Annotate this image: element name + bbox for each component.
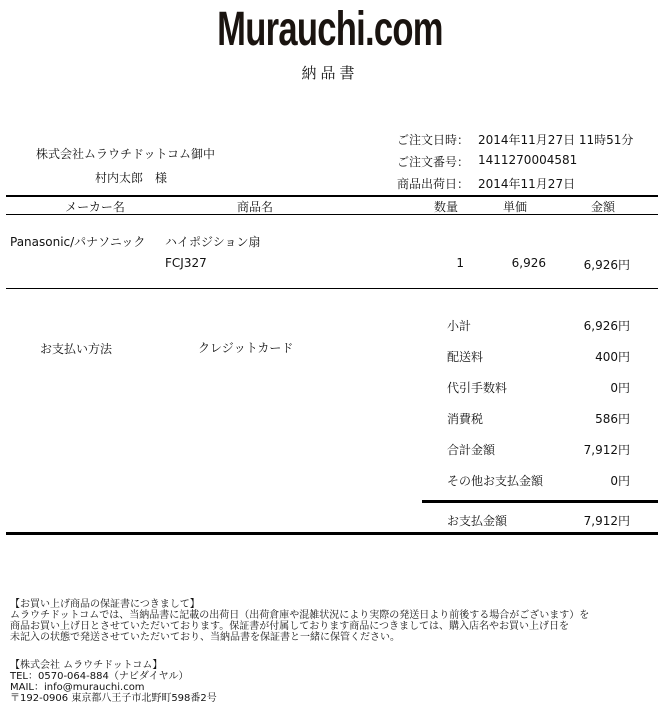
total-due-value: 7,912円 [583,514,630,528]
table-header-rule [6,214,658,215]
warranty-notice [10,599,589,643]
warranty-title: 【お買い上げ商品の保証書につきまして】 [10,599,200,610]
header-amount: 金額 [590,200,615,214]
warranty-line: 未記入の状態で発送させていただいており、当納品書を保証書と一緒に保管ください。 [10,632,400,643]
company-title: 【株式会社 ムラウチドットコム】 [10,660,163,671]
warranty-line: ムラウチドットコムでは、当納品書に記載の出荷日（出荷倉庫や混雑状況により実際の発送日より前後する場合がございます）を [10,610,590,621]
summary-total-value: 7,912円 [583,443,630,457]
summary-shipping-label: 配送料 [447,350,484,364]
row-product-name: ハイポジション扇 [165,235,261,249]
order-number-value: 1411270004581 [478,153,578,167]
company-address: 〒192-0906 東京都八王子市北野町598番2号 [10,693,217,704]
header-product: 商品名 [236,200,273,214]
ship-date-value: 2014年11月27日 [478,177,576,191]
company-logo: Murauchi.com [217,3,443,56]
header-qty: 数量 [433,200,458,214]
company-contact [10,660,217,704]
summary-subtotal-label: 小計 [447,319,472,333]
summary-tax-label: 消費税 [447,412,484,426]
summary-subtotal-value: 6,926円 [583,319,630,333]
row-unit-price: 6,926 [511,256,546,270]
total-rule [422,500,658,503]
warranty-line: 商品お買い上げ日とさせていただいております。保証書が付属しております商品につきましては、購入店名やお買い上げ日を [10,621,569,632]
payment-label: お支払い方法 [40,342,113,356]
customer-name: 村内太郎 様 [95,171,168,185]
header-maker: メーカー名 [65,200,125,214]
table-bottom-rule [6,288,658,289]
summary-cod-fee-label: 代引手数料 [447,381,508,395]
row-qty: 1 [456,256,464,270]
summary-tax-value: 586円 [595,412,630,426]
header-unit-price: 単価 [502,200,527,214]
customer-company: 株式会社ムラウチドットコム御中 [36,147,216,161]
row-maker: Panasonic/パナソニック [10,235,146,249]
summary-cod-fee-value: 0円 [610,381,630,395]
ship-date-label: 商品出荷日： [397,177,470,191]
document-bottom-rule [6,532,658,535]
company-tel: TEL：0570-064-884（ナビダイヤル） [10,671,189,682]
row-amount: 6,926円 [583,258,630,272]
summary-other-value: 0円 [610,474,630,488]
order-date-value: 2014年11月27日 11時51分 [478,133,634,147]
summary-total-label: 合計金額 [447,443,496,457]
order-date-label: ご注文日時： [397,133,470,147]
summary-shipping-value: 400円 [595,350,630,364]
summary-other-label: その他お支払金額 [447,474,544,488]
document-title: 納品書 [301,64,359,82]
total-due-label: お支払金額 [447,514,508,528]
payment-method: クレジットカード [198,341,294,355]
row-product-code: FCJ327 [165,256,207,270]
order-number-label: ご注文番号： [397,155,470,169]
table-top-rule [6,195,658,197]
company-mail: MAIL：info@murauchi.com [10,682,145,693]
